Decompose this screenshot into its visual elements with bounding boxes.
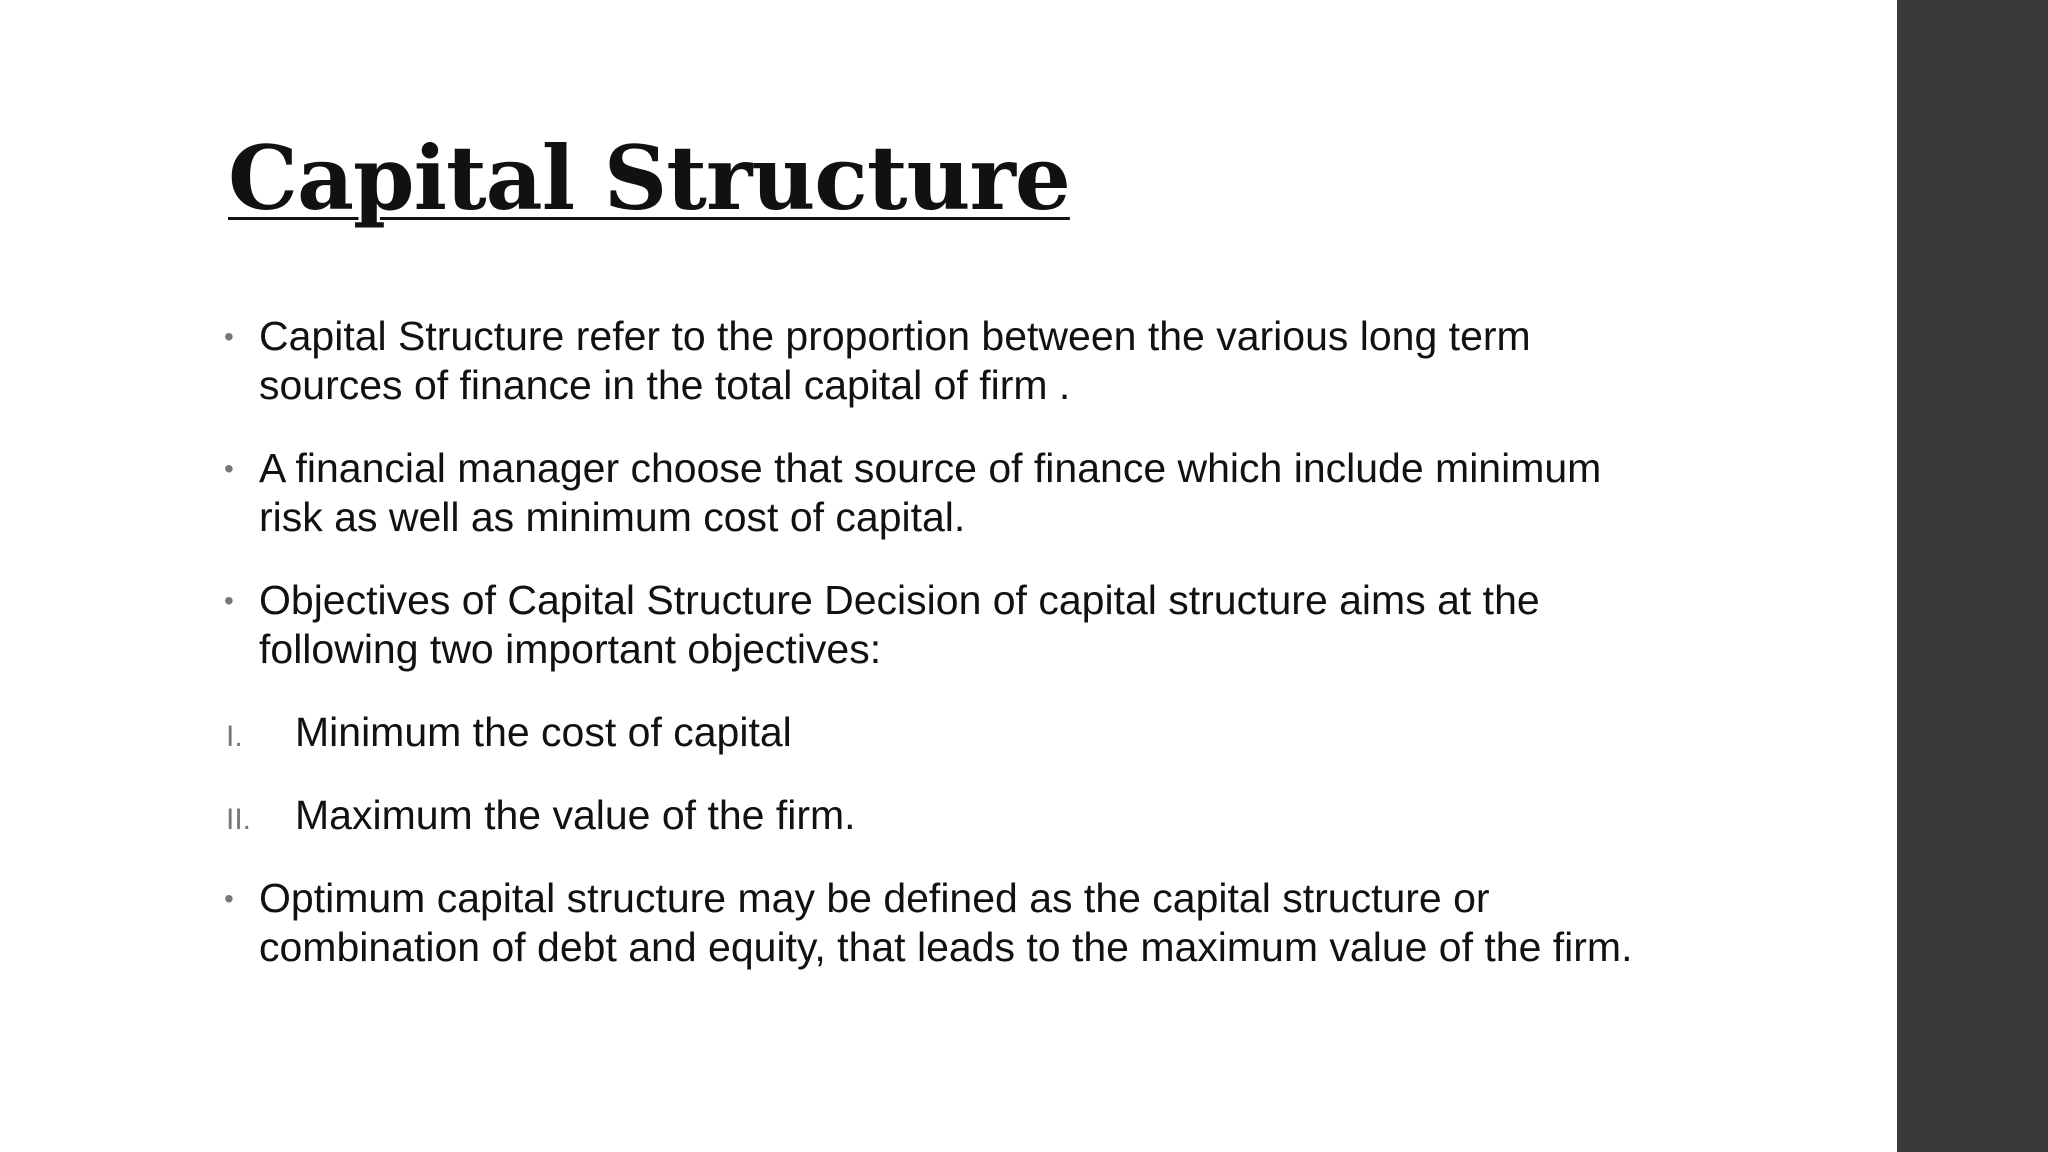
numbered-marker: II. [226,803,252,836]
numbered-text: Minimum the cost of capital [295,709,792,755]
bullet-marker: • [224,883,234,914]
bullet-item [224,312,1644,410]
bullet-item [224,576,1644,674]
bullet-text: Objectives of Capital Structure Decision of capital structure aims at the following two important objectives: [259,577,1540,672]
numbered-item [224,708,1644,757]
bullet-item [224,444,1644,542]
bullet-marker: • [224,585,234,616]
side-bar [1897,0,2048,1152]
bullet-text: Optimum capital structure may be defined as the capital structure or combination of debt and equity, that leads to the maximum value of the firm. [259,875,1633,970]
bullet-text: Capital Structure refer to the proportion between the various long term sources of finance in the total capital of firm . [259,313,1531,408]
slide-body [224,312,1644,1006]
numbered-marker: I. [226,720,243,753]
bullet-marker: • [224,321,234,352]
numbered-text: Maximum the value of the firm. [295,792,856,838]
bullet-marker: • [224,453,234,484]
numbered-item [224,791,1644,840]
bullet-text: A financial manager choose that source of finance which include minimum risk as well as minimum cost of capital. [259,445,1602,540]
slide-title: Capital Structure [228,126,1070,230]
bullet-item [224,874,1644,972]
